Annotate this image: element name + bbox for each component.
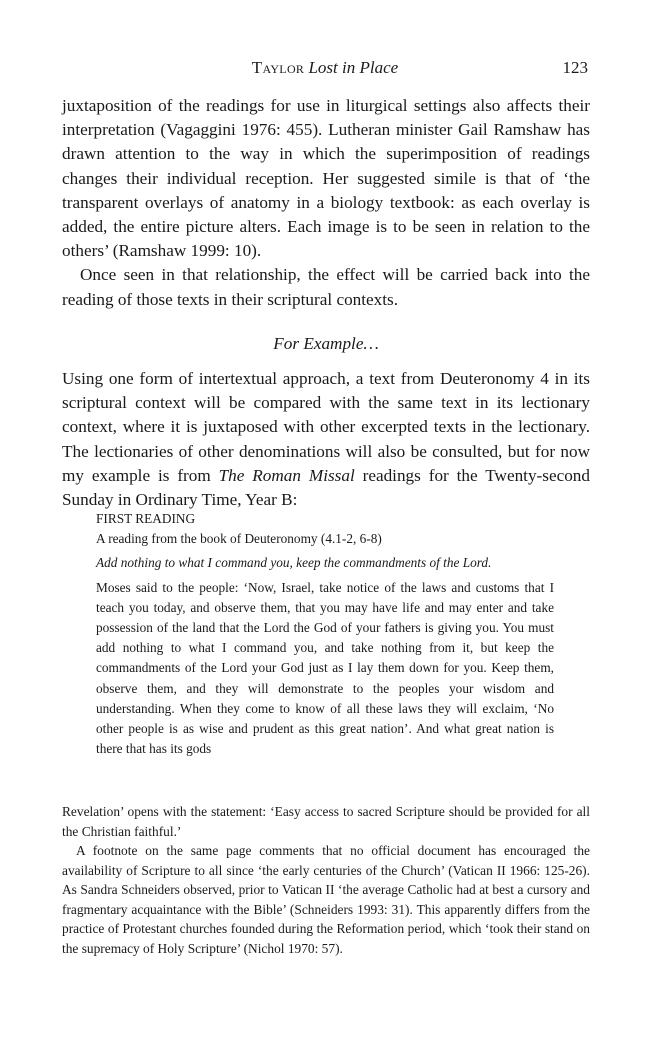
- footnotes: [62, 802, 590, 958]
- body-text-middle: [62, 367, 590, 512]
- footnote-2: A footnote on the same page comments that no official document has encouraged the availability of Scripture to all since ‘the early centuries of the Church’ (Vatican II 1966: 125-26). As Sandra Schneiders observed, prior to Vatican II ‘the average Catholic had at best a cursory and fragmentary acquaintance with the Bible’ (Schneiders 1993: 31). This apparently differs from the practice of Protestant churches founded during the Reformation period, which ‘took their stand on the supremacy of Holy Scripture’ (Nichol 1970: 57).: [62, 843, 590, 956]
- body-paragraph-3: [62, 367, 590, 512]
- body-paragraph-2: Once seen in that relationship, the effect will be carried back into the reading of those texts in their scriptural contexts.: [62, 265, 590, 309]
- page-number: 123: [562, 58, 588, 77]
- footnote-1: Revelation’ opens with the statement: ‘Easy access to sacred Scripture should be provided for all the Christian faithful.’: [62, 804, 590, 839]
- body-paragraph-3-end: readings for the Twenty-second Sunday in Ordinary Time, Year B:: [62, 465, 590, 510]
- running-head-title: [62, 58, 588, 78]
- running-head-author: Taylor: [251, 58, 305, 77]
- quotation-text: Moses said to the people: ‘Now, Israel, take notice of the laws and customs that I teach you today, and observe them, that you may have life and may enter and take possession of the land that the Lord the God of your fathers is giving you. You must add nothing to what I command you, and take nothing from it, but keep the commandments of the Lord your God just as I lay them down for you. Keep them, observe them, and they will demonstrate to the peoples your wisdom and understanding. When they come to know of all these laws they will exclaim, ‘No other people is as wise and prudent as this great nation’. And what great nation is there that has its gods: [96, 579, 554, 757]
- quotation-summary: Add nothing to what I command you, keep the commandments of the Lord.: [96, 555, 492, 571]
- body-text-top: [62, 94, 590, 312]
- section-heading: For Example…: [273, 334, 379, 353]
- running-head-book-title: Lost in Place: [308, 58, 399, 77]
- roman-missal-title: The Roman Missal: [218, 465, 355, 485]
- running-head: [62, 58, 588, 82]
- quotation-source: A reading from the book of Deuteronomy (4.1-2, 6-8): [96, 531, 382, 547]
- lectionary-quotation: [96, 509, 554, 759]
- body-paragraph-1: juxtaposition of the readings for use in liturgical settings also affects their interpretation (Vagaggini 1976: 455). Lutheran minister Gail Ramshaw has drawn attention to the way in which the superimposition of readings changes their individual reception. Her suggested simile is that of ‘the transparent overlays of anatomy in a biology textbook: as each overlay is added, the entire picture alters. Each image is to be seen in relation to the others’ (Ramshaw 1999: 10).: [62, 96, 590, 261]
- quotation-label: FIRST READING: [96, 511, 196, 526]
- body-paragraph-3-start: Using one form of intertextual approach, a text from Deuteronomy 4 in its scriptural context will be compared with the same text in its lectionary context, where it is juxtaposed with other excerpted texts in the lectionary. The lectionaries of other denominations will also be consulted, but for now my example is from: [62, 369, 590, 485]
